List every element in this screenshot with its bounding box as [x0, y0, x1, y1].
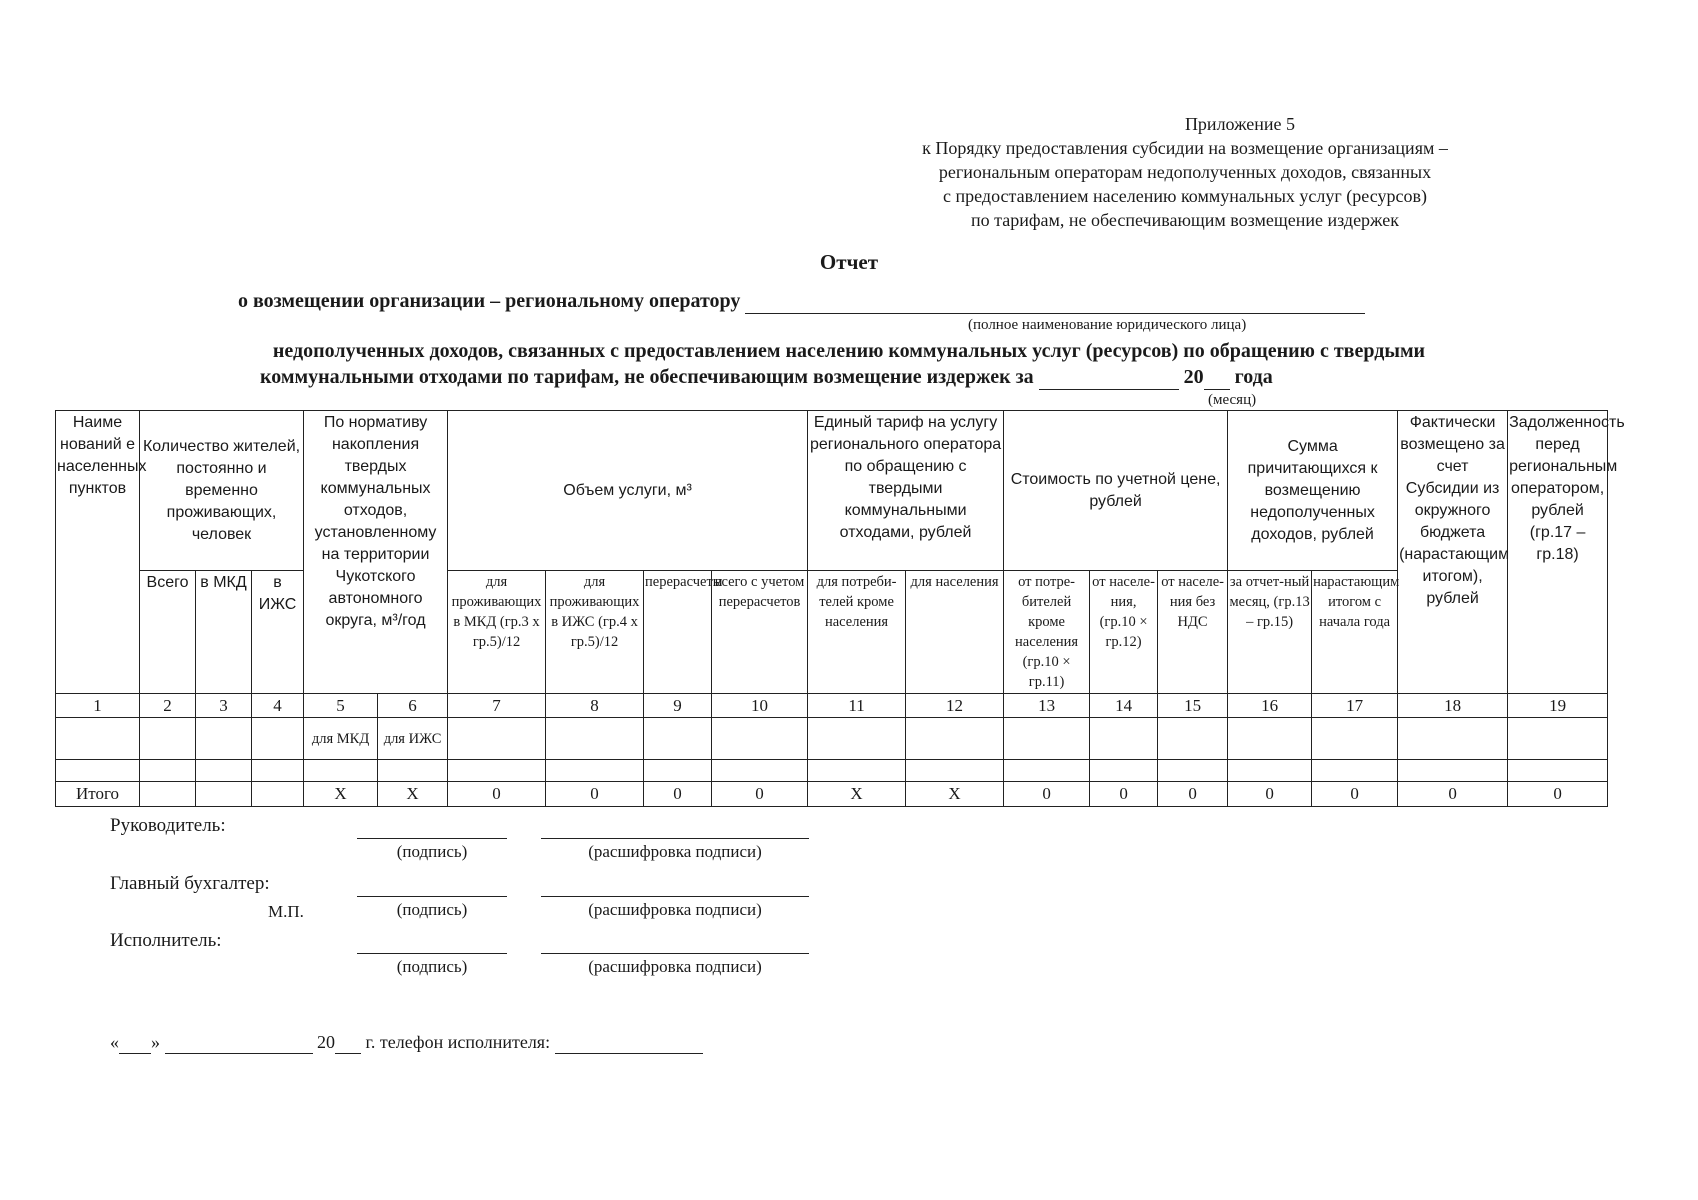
- total-cell: [252, 782, 304, 807]
- footer-year-field[interactable]: [335, 1032, 361, 1054]
- col-header-tariff: Единый тариф на услугу регионального оператора по обращению с твердыми коммунальными отходами, рублей: [808, 411, 1004, 571]
- table-cell[interactable]: [448, 718, 546, 760]
- col-header-volume-total: всего с учетом перерасчетов: [712, 571, 808, 694]
- table-cell[interactable]: [1312, 760, 1398, 782]
- table-cell[interactable]: [1228, 718, 1312, 760]
- table-row: [56, 718, 1608, 760]
- col-header-reimbursed: Фактически возмещено за счет Субсидии из окружного бюджета (нарастающим итогом), рублей: [1398, 411, 1508, 694]
- close-quote: »: [151, 1032, 160, 1052]
- executor-signature-line[interactable]: [357, 953, 507, 954]
- table-cell[interactable]: [1004, 718, 1090, 760]
- table-cell[interactable]: [448, 760, 546, 782]
- total-cell: 0: [1228, 782, 1312, 807]
- executor-sign-caption: (подпись): [396, 957, 468, 976]
- table-cell[interactable]: [546, 718, 644, 760]
- table-cell[interactable]: [644, 718, 712, 760]
- table-cell[interactable]: [1398, 718, 1508, 760]
- head-label: Руководитель:: [110, 815, 226, 836]
- total-cell: 0: [1158, 782, 1228, 807]
- appendix-line: к Порядку предоставления субсидии на возмещение организациям –: [922, 138, 1448, 158]
- accountant-decode-caption: (расшифровка подписи): [588, 900, 762, 919]
- total-cell: [140, 782, 196, 807]
- footer-phone-label: г. телефон исполнителя:: [365, 1032, 551, 1052]
- col-number: 4: [252, 694, 304, 718]
- footer-year: 20: [317, 1032, 335, 1052]
- executor-decode-caption: (расшифровка подписи): [588, 957, 762, 976]
- table-cell[interactable]: [140, 718, 196, 760]
- month-caption: (месяц): [1208, 392, 1257, 408]
- col-number: 15: [1158, 694, 1228, 718]
- total-cell: X: [378, 782, 448, 807]
- accountant-signature-line[interactable]: [357, 896, 507, 897]
- col-number: 17: [1312, 694, 1398, 718]
- col-header-residents: Количество жителей, постоянно и временно проживающих, человек: [140, 411, 304, 571]
- report-line1-text: о возмещении организации – региональному оператору: [238, 290, 741, 312]
- table-cell[interactable]: [546, 760, 644, 782]
- col-header-norm: По нормативу накопления твердых коммунальных отходов, установленному на территории Чукотского автономного округа, м³/год: [304, 411, 448, 694]
- col-header-settlements: Наиме нований е населенных пунктов: [56, 411, 140, 694]
- col-number: 12: [906, 694, 1004, 718]
- table-cell[interactable]: [196, 760, 252, 782]
- table-cell[interactable]: [808, 718, 906, 760]
- total-row: [56, 782, 1608, 807]
- year-prefix: 20: [1183, 366, 1204, 388]
- col-number: 18: [1398, 694, 1508, 718]
- total-cell: 0: [546, 782, 644, 807]
- total-cell: 0: [712, 782, 808, 807]
- stamp-label: М.П.: [268, 902, 304, 921]
- footer-line: [110, 1032, 703, 1054]
- total-cell: 0: [1398, 782, 1508, 807]
- table-cell[interactable]: [56, 760, 140, 782]
- col-number: 5: [304, 694, 378, 718]
- sub-label-mkd: для МКД: [304, 718, 378, 760]
- total-cell: 0: [448, 782, 546, 807]
- table-cell[interactable]: [196, 718, 252, 760]
- total-label: Итого: [56, 782, 140, 807]
- accountant-decode-line[interactable]: [541, 896, 809, 897]
- total-cell: X: [304, 782, 378, 807]
- table-cell[interactable]: [1004, 760, 1090, 782]
- col-number: 3: [196, 694, 252, 718]
- org-name-caption: (полное наименование юридического лица): [968, 317, 1247, 333]
- table-cell[interactable]: [712, 760, 808, 782]
- col-number: 7: [448, 694, 546, 718]
- head-sign-caption: (подпись): [396, 842, 468, 861]
- table-cell[interactable]: [140, 760, 196, 782]
- total-cell: [196, 782, 252, 807]
- table-cell[interactable]: [1090, 718, 1158, 760]
- report-table: [55, 410, 1625, 807]
- table-cell[interactable]: [644, 760, 712, 782]
- col-number: 14: [1090, 694, 1158, 718]
- organization-name-field[interactable]: [745, 290, 1365, 314]
- col-number: 8: [546, 694, 644, 718]
- col-header-volume: Объем услуги, м³: [448, 411, 808, 571]
- col-header-due: Сумма причитающихся к возмещению недополученных доходов, рублей: [1228, 411, 1398, 571]
- col-header-total: Всего: [140, 571, 196, 694]
- accountant-sign-caption: (подпись): [396, 900, 468, 919]
- sub-label-izhs: для ИЖС: [378, 718, 448, 760]
- col-number: 10: [712, 694, 808, 718]
- report-line3: [260, 366, 1273, 390]
- col-header-due-month: за отчет-ный месяц, (гр.13 – гр.15): [1228, 571, 1312, 694]
- table-cell[interactable]: [808, 760, 906, 782]
- phone-field[interactable]: [555, 1032, 703, 1054]
- col-header-tariff-pop: для населения: [906, 571, 1004, 694]
- table-cell[interactable]: [1398, 760, 1508, 782]
- col-header-volume-mkd: для проживающих в МКД (гр.3 х гр.5)/12: [448, 571, 546, 694]
- col-header-mkd: в МКД: [196, 571, 252, 694]
- col-number: 19: [1508, 694, 1608, 718]
- head-decode-line[interactable]: [541, 838, 809, 839]
- col-number: 11: [808, 694, 906, 718]
- col-header-recalc: перерасчеты: [644, 571, 712, 694]
- executor-label: Исполнитель:: [110, 930, 222, 951]
- footer-month-field[interactable]: [165, 1032, 313, 1054]
- col-header-izhs: в ИЖС: [252, 571, 304, 694]
- total-cell: 0: [1004, 782, 1090, 807]
- col-number: 6: [378, 694, 448, 718]
- table-cell[interactable]: [1090, 760, 1158, 782]
- table-cell[interactable]: [1508, 718, 1608, 760]
- day-field[interactable]: [119, 1032, 151, 1054]
- report-line1: [238, 290, 1365, 314]
- accountant-label: Главный бухгалтер:: [110, 873, 270, 894]
- year-field[interactable]: [1204, 366, 1230, 390]
- appendix-block: [900, 112, 1470, 232]
- table-cell[interactable]: [906, 760, 1004, 782]
- table-cell[interactable]: [1312, 718, 1398, 760]
- total-cell: X: [808, 782, 906, 807]
- table-cell[interactable]: [1158, 718, 1228, 760]
- table-cell[interactable]: [906, 718, 1004, 760]
- report-line2: недополученных доходов, связанных с предоставлением населению коммунальных услуг (ресурсов) по обращению с твердыми: [272, 340, 1426, 362]
- appendix-line: по тарифам, не обеспечивающим возмещение издержек: [970, 210, 1399, 230]
- total-cell: 0: [1508, 782, 1608, 807]
- table-cell[interactable]: [56, 718, 140, 760]
- report-title: Отчет: [819, 250, 879, 274]
- appendix-line: с предоставлением населению коммунальных услуг (ресурсов): [943, 186, 1427, 206]
- table-cell[interactable]: [1228, 760, 1312, 782]
- head-decode-caption: (расшифровка подписи): [588, 842, 762, 861]
- appendix-title: Приложение 5: [1184, 114, 1296, 134]
- head-signature-line[interactable]: [357, 838, 507, 839]
- col-header-cost-nonpop: от потре-бителей кроме населения (гр.10 × гр.11): [1004, 571, 1090, 694]
- table-cell[interactable]: [304, 760, 378, 782]
- total-cell: X: [906, 782, 1004, 807]
- year-suffix: года: [1234, 366, 1273, 388]
- col-header-cost-pop: от населе-ния, (гр.10 × гр.12): [1090, 571, 1158, 694]
- table-cell[interactable]: [252, 760, 304, 782]
- executor-decode-line[interactable]: [541, 953, 809, 954]
- appendix-line: региональным операторам недополученных доходов, связанных: [938, 162, 1432, 182]
- table-cell[interactable]: [712, 718, 808, 760]
- open-quote: «: [110, 1032, 119, 1052]
- col-number: 2: [140, 694, 196, 718]
- total-cell: 0: [1090, 782, 1158, 807]
- col-header-debt: Задолженность перед региональным оператором, рублей (гр.17 – гр.18): [1508, 411, 1608, 694]
- total-cell: 0: [644, 782, 712, 807]
- col-number: 13: [1004, 694, 1090, 718]
- month-field[interactable]: [1039, 366, 1179, 390]
- col-header-cost-pop-novat: от населе-ния без НДС: [1158, 571, 1228, 694]
- col-number: 9: [644, 694, 712, 718]
- col-number: 16: [1228, 694, 1312, 718]
- report-line3-text: коммунальными отходами по тарифам, не обеспечивающим возмещение издержек за: [260, 366, 1034, 388]
- col-header-cost: Стоимость по учетной цене, рублей: [1004, 411, 1228, 571]
- table-cell[interactable]: [1158, 760, 1228, 782]
- table-cell[interactable]: [1508, 760, 1608, 782]
- col-header-due-ytd: нарастающим итогом с начала года: [1312, 571, 1398, 694]
- total-cell: 0: [1312, 782, 1398, 807]
- table-cell[interactable]: [252, 718, 304, 760]
- table-row: [56, 760, 1608, 782]
- table-cell[interactable]: [378, 760, 448, 782]
- col-header-tariff-nonpop: для потреби-телей кроме населения: [808, 571, 906, 694]
- col-number: 1: [56, 694, 140, 718]
- col-header-volume-izhs: для проживающих в ИЖС (гр.4 х гр.5)/12: [546, 571, 644, 694]
